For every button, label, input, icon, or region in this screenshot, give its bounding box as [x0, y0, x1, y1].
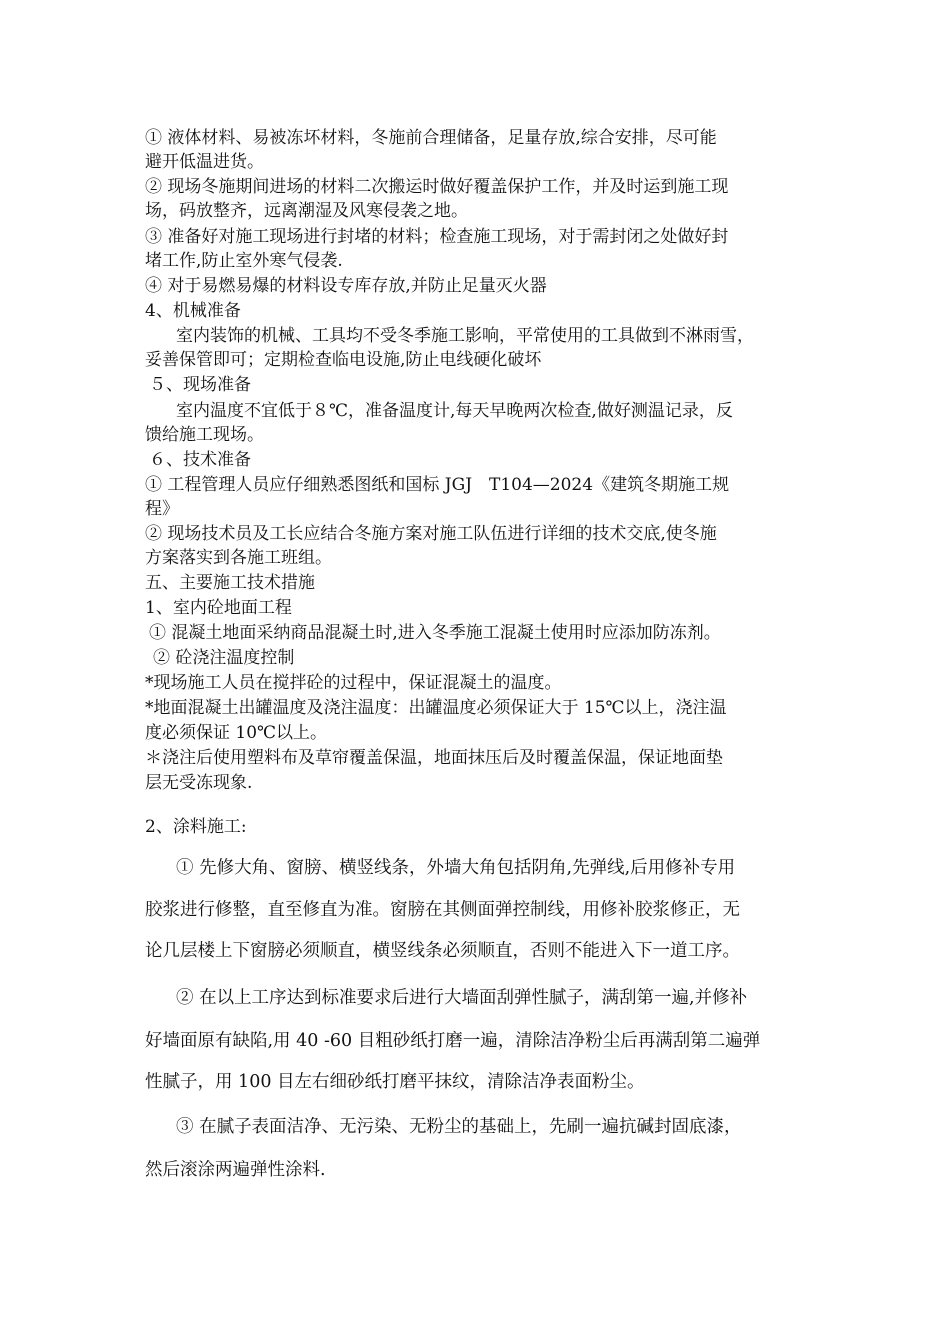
text-line: ③ 准备好对施工现场进行封堵的材料；检查施工现场，对于需封闭之处做好封 — [145, 227, 729, 247]
text-line: 堵工作,防止室外寒气侵袭. — [145, 251, 343, 271]
section-heading: 4、机械准备 — [145, 301, 241, 321]
text-line: 度必须保证 10℃以上。 — [145, 723, 328, 743]
text-line: *地面混凝土出罐温度及浇注温度：出罐温度必须保证大于 15℃以上，浇注温 — [145, 698, 727, 718]
text-line: ① 液体材料、易被冻坏材料，冬施前合理储备，足量存放,综合安排，尽可能 — [145, 128, 717, 148]
text-line: 场，码放整齐，远离潮湿及风寒侵袭之地。 — [145, 201, 468, 221]
text-line: 室内温度不宜低于８℃，准备温度计,每天早晚两次检查,做好测温记录，反 — [176, 401, 733, 421]
text-line: ③ 在腻子表面洁净、无污染、无粉尘的基础上，先刷一遍抗碱封固底漆， — [176, 1117, 742, 1137]
section-heading: 1、室内砼地面工程 — [145, 598, 292, 618]
text-line: 室内装饰的机械、工具均不受冬季施工影响，平常使用的工具做到不淋雨雪， — [176, 326, 754, 346]
text-line: 避开低温进货。 — [145, 152, 264, 172]
text-line: 馈给施工现场。 — [145, 425, 264, 445]
text-line: 方案落实到各施工班组。 — [145, 548, 332, 568]
section-heading: 五、主要施工技术措施 — [145, 573, 315, 593]
text-line: 胶浆进行修整，直至修直为准。窗膀在其侧面弹控制线，用修补胶浆修正，无 — [145, 900, 740, 920]
section-heading: 2、涂料施工: — [145, 817, 247, 837]
text-line: ② 现场技术员及工长应结合冬施方案对施工队伍进行详细的技术交底,使冬施 — [145, 524, 717, 544]
text-line: ④ 对于易燃易爆的材料设专库存放,并防止足量灭火器 — [145, 276, 547, 296]
text-line: *现场施工人员在搅拌砼的过程中，保证混凝土的温度。 — [145, 673, 562, 693]
text-line: ② 现场冬施期间进场的材料二次搬运时做好覆盖保护工作，并及时运到施工现 — [145, 177, 729, 197]
text-line: 妥善保管即可；定期检查临电设施,防止电线硬化破坏 — [145, 350, 542, 370]
text-line: ② 在以上工序达到标准要求后进行大墙面刮弹性腻子，满刮第一遍,并修补 — [176, 988, 748, 1008]
text-line: 论几层楼上下窗膀必须顺直，横竖线条必须顺直，否则不能进入下一道工序。 — [145, 941, 740, 961]
section-heading: ５、现场准备 — [149, 375, 251, 395]
text-line: 程》 — [145, 499, 179, 519]
text-line: 性腻子，用 100 目左右细砂纸打磨平抹纹，清除洁净表面粉尘。 — [145, 1072, 645, 1092]
text-line: 层无受冻现象. — [145, 773, 253, 793]
text-line: ① 工程管理人员应仔细熟悉图纸和国标 JGJ T104—2024《建筑冬期施工规 — [145, 475, 730, 495]
text-line: ① 先修大角、窗膀、横竖线条，外墙大角包括阴角,先弹线,后用修补专用 — [176, 858, 736, 878]
text-line: ＊浇注后使用塑料布及草帘覆盖保温，地面抹压后及时覆盖保温，保证地面垫 — [145, 748, 723, 768]
section-heading: ６、技术准备 — [149, 450, 251, 470]
text-line: ① 混凝土地面采纳商品混凝土时,进入冬季施工混凝土使用时应添加防冻剂。 — [149, 623, 721, 643]
text-line: ② 砼浇注温度控制 — [153, 648, 295, 668]
text-line: 然后滚涂两遍弹性涂料. — [145, 1160, 326, 1180]
text-line: 好墙面原有缺陷,用 40 -60 目粗砂纸打磨一遍，清除洁净粉尘后再满刮第二遍弹 — [145, 1031, 761, 1051]
